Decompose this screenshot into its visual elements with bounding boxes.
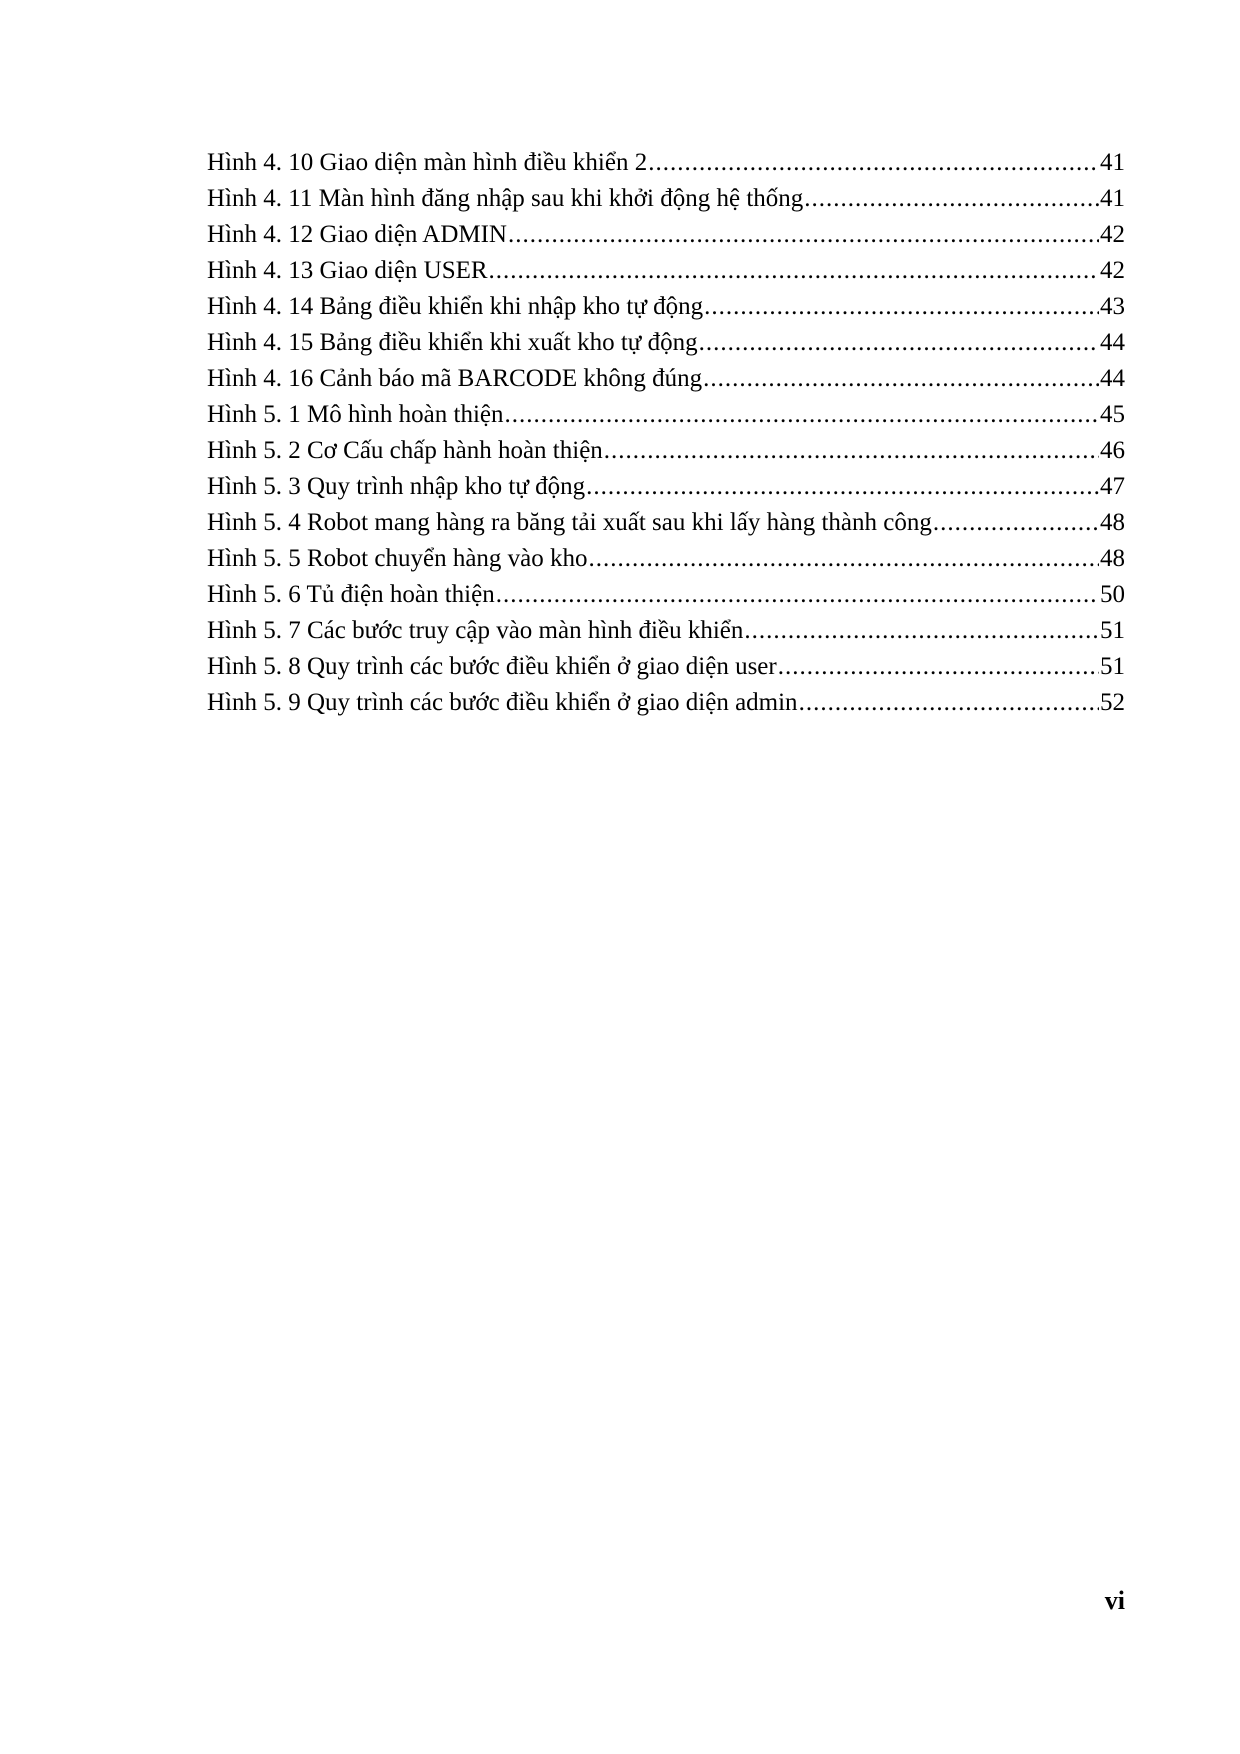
dot-leader	[604, 433, 1099, 469]
toc-entry-page: 43	[1100, 293, 1125, 320]
toc-entry-page: 52	[1100, 689, 1125, 716]
dot-leader	[799, 685, 1099, 721]
toc-entry-page: 44	[1100, 329, 1125, 356]
toc-entry-title: Hình 5. 4 Robot mang hàng ra băng tải xuất sau khi lấy hàng thành công	[207, 509, 932, 536]
toc-entry-title: Hình 5. 7 Các bước truy cập vào màn hình điều khiển	[207, 617, 744, 644]
table-of-figures	[207, 145, 1125, 721]
toc-entry[interactable]	[207, 253, 1125, 289]
dot-leader	[744, 613, 1099, 649]
toc-entry-page: 46	[1100, 437, 1125, 464]
toc-entry[interactable]	[207, 505, 1125, 541]
toc-entry[interactable]	[207, 541, 1125, 577]
toc-entry-page: 51	[1100, 653, 1125, 680]
dot-leader	[489, 253, 1099, 289]
dot-leader	[703, 361, 1099, 397]
toc-entry-page: 45	[1100, 401, 1125, 428]
dot-leader	[648, 145, 1099, 181]
dot-leader	[508, 217, 1099, 253]
toc-entry-page: 41	[1100, 149, 1125, 176]
dot-leader	[699, 325, 1099, 361]
toc-entry-title: Hình 4. 14 Bảng điều khiển khi nhập kho tự động	[207, 293, 704, 320]
toc-entry-title: Hình 5. 2 Cơ Cấu chấp hành hoàn thiện	[207, 437, 603, 464]
toc-entry-title: Hình 5. 1 Mô hình hoàn thiện	[207, 401, 504, 428]
toc-entry[interactable]	[207, 577, 1125, 613]
toc-entry-page: 41	[1100, 185, 1125, 212]
dot-leader	[589, 541, 1099, 577]
dot-leader	[505, 397, 1099, 433]
toc-entry-page: 50	[1100, 581, 1125, 608]
toc-entry-title: Hình 5. 8 Quy trình các bước điều khiển ở giao diện user	[207, 653, 777, 680]
toc-entry-title: Hình 4. 15 Bảng điều khiển khi xuất kho tự động	[207, 329, 698, 356]
toc-entry-title: Hình 5. 5 Robot chuyển hàng vào kho	[207, 545, 588, 572]
toc-entry-title: Hình 4. 11 Màn hình đăng nhập sau khi khởi động hệ thống	[207, 185, 804, 212]
toc-entry-title: Hình 4. 10 Giao diện màn hình điều khiển 2	[207, 149, 648, 176]
toc-entry-page: 48	[1100, 509, 1125, 536]
dot-leader	[778, 649, 1099, 685]
toc-entry-title: Hình 5. 6 Tủ điện hoàn thiện	[207, 581, 495, 608]
toc-entry[interactable]	[207, 181, 1125, 217]
toc-entry[interactable]	[207, 685, 1125, 721]
toc-entry[interactable]	[207, 217, 1125, 253]
toc-entry-page: 48	[1100, 545, 1125, 572]
dot-leader	[933, 505, 1099, 541]
toc-entry-title: Hình 4. 13 Giao diện USER	[207, 257, 488, 284]
toc-entry[interactable]	[207, 145, 1125, 181]
toc-entry-title: Hình 5. 3 Quy trình nhập kho tự động	[207, 473, 586, 500]
page-number: vi	[1104, 1586, 1125, 1615]
toc-entry[interactable]	[207, 325, 1125, 361]
toc-entry-title: Hình 5. 9 Quy trình các bước điều khiển ở giao diện admin	[207, 689, 798, 716]
dot-leader	[704, 289, 1099, 325]
dot-leader	[496, 577, 1099, 613]
toc-entry-page: 44	[1100, 365, 1125, 392]
toc-entry-title: Hình 4. 16 Cảnh báo mã BARCODE không đúng	[207, 365, 703, 392]
dot-leader	[586, 469, 1099, 505]
toc-entry[interactable]	[207, 469, 1125, 505]
toc-entry-title: Hình 4. 12 Giao diện ADMIN	[207, 221, 507, 248]
toc-entry-page: 42	[1100, 221, 1125, 248]
toc-entry[interactable]	[207, 361, 1125, 397]
dot-leader	[804, 181, 1099, 217]
toc-entry-page: 42	[1100, 257, 1125, 284]
toc-entry[interactable]	[207, 613, 1125, 649]
toc-entry[interactable]	[207, 649, 1125, 685]
toc-entry[interactable]	[207, 289, 1125, 325]
toc-entry-page: 47	[1100, 473, 1125, 500]
toc-entry[interactable]	[207, 397, 1125, 433]
toc-entry-page: 51	[1100, 617, 1125, 644]
toc-entry[interactable]	[207, 433, 1125, 469]
